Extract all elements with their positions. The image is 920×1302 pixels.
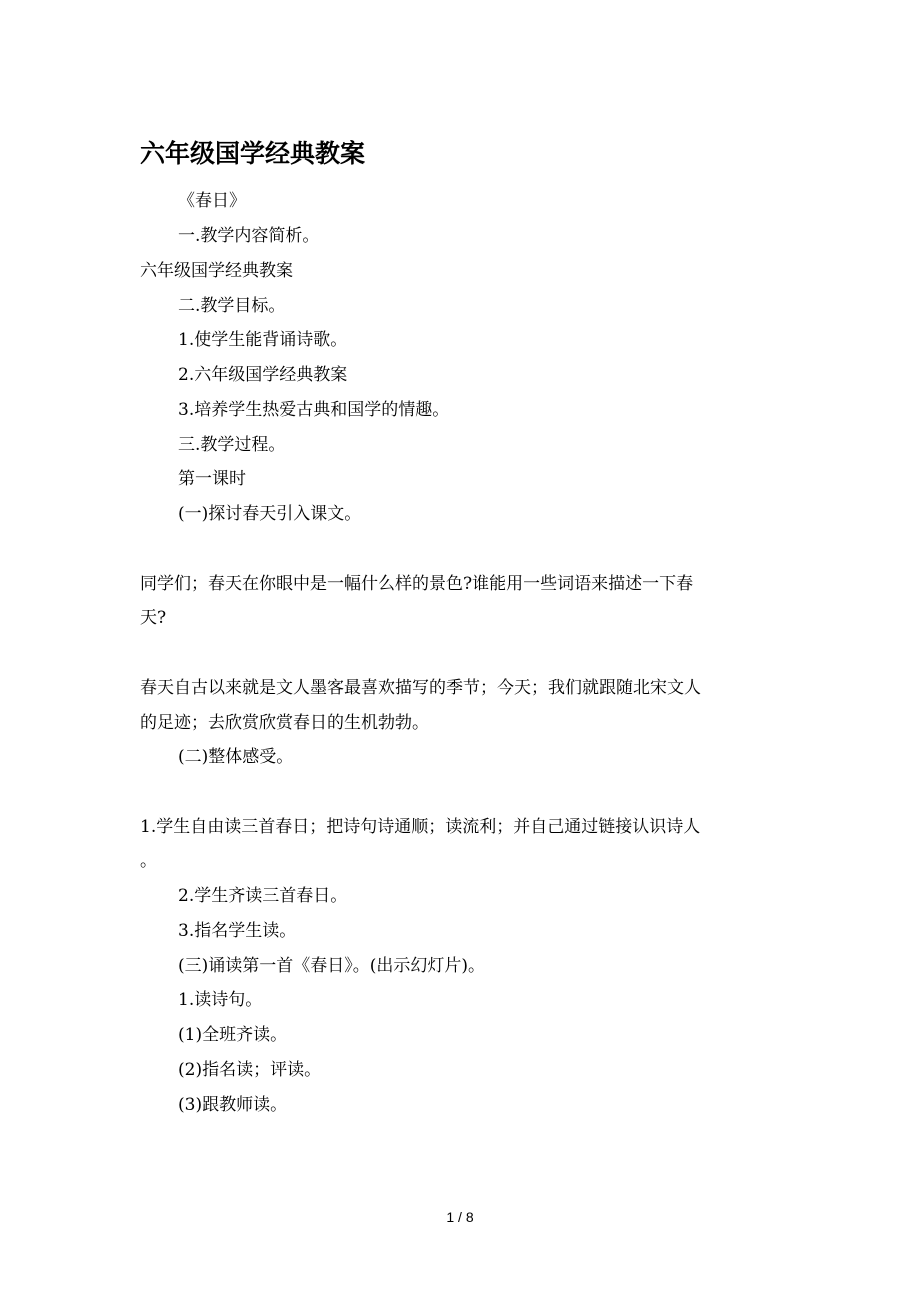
page-number: 1 / 8 (446, 1209, 474, 1225)
paragraph-line: 。 (140, 851, 157, 871)
list-item: 1.使学生能背诵诗歌。 (178, 330, 348, 350)
paragraph-line: 的足迹；去欣赏欣赏春日的生机勃勃。 (140, 713, 429, 733)
list-item: (1)全班齐读。 (178, 1025, 288, 1045)
section-heading-2: 二.教学目标。 (178, 296, 286, 316)
list-item: (2)指名读；评读。 (178, 1060, 322, 1080)
paragraph-line: 天? (140, 608, 167, 628)
poem-title-line: 《春日》 (178, 191, 246, 211)
subsection-heading: (一)探讨春天引入课文。 (178, 504, 362, 524)
lesson-heading: 第一课时 (178, 469, 246, 489)
section-heading-1: 一.教学内容简析。 (178, 226, 320, 246)
document-title: 六年级国学经典教案 (140, 139, 366, 168)
list-item: 3.培养学生热爱古典和国学的情趣。 (178, 400, 450, 420)
subsection-heading: (二)整体感受。 (178, 747, 294, 767)
list-item: 2.六年级国学经典教案 (178, 365, 348, 385)
paragraph-line: 春天自古以来就是文人墨客最喜欢描写的季节；今天；我们就跟随北宋文人 (140, 678, 701, 698)
paragraph-line: 六年级国学经典教案 (140, 261, 293, 281)
list-item: (3)跟教师读。 (178, 1095, 288, 1115)
section-heading-3: 三.教学过程。 (178, 435, 286, 455)
paragraph-line: 1.学生自由读三首春日；把诗句诗通顺；读流利；并自己通过链接认识诗人 (140, 817, 701, 837)
list-item: 2.学生齐读三首春日。 (178, 886, 348, 906)
paragraph-line: 同学们；春天在你眼中是一幅什么样的景色?谁能用一些词语来描述一下春 (140, 574, 694, 594)
list-item: 3.指名学生读。 (178, 921, 297, 941)
subsection-heading: (三)诵读第一首《春日》。(出示幻灯片)。 (178, 956, 486, 976)
list-item: 1.读诗句。 (178, 990, 263, 1010)
